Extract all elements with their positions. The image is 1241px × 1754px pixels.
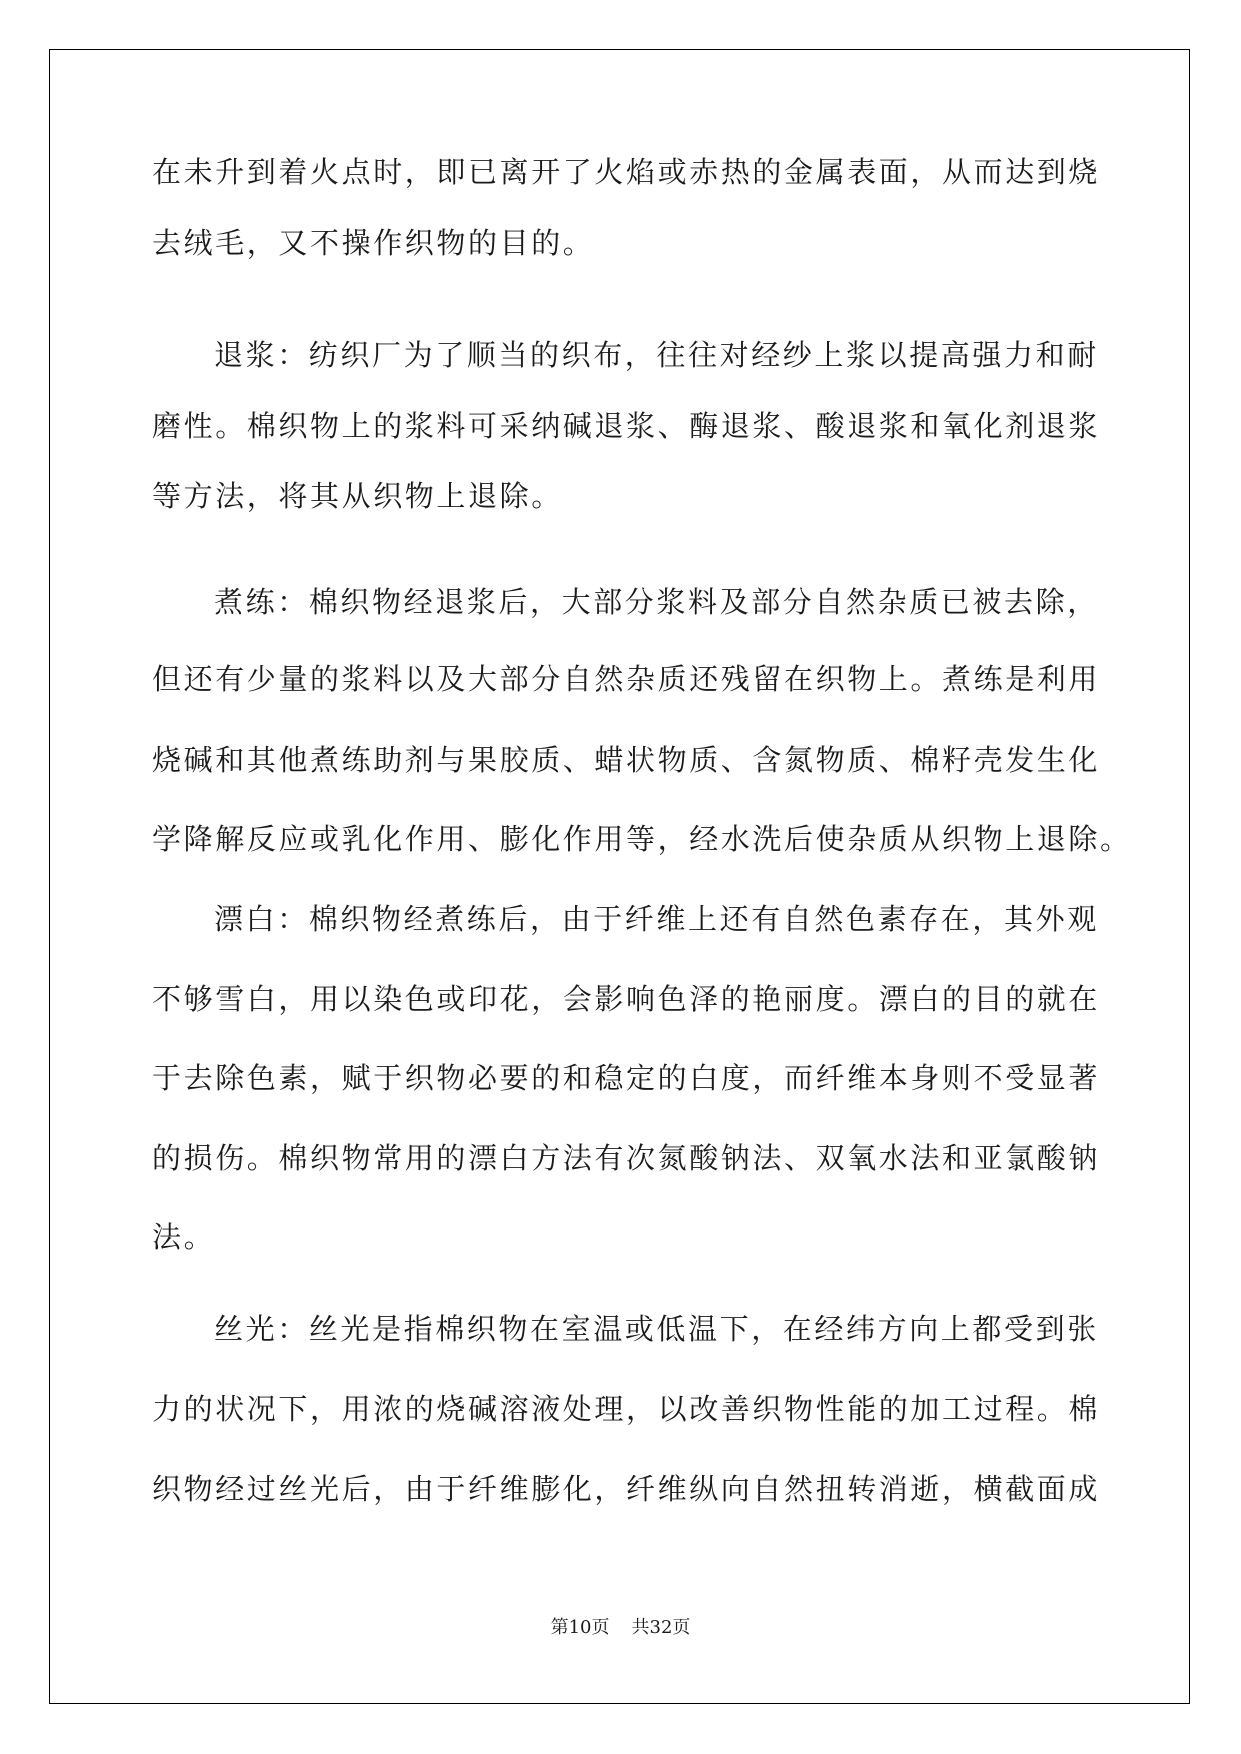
page-total: 共32页: [631, 1617, 691, 1638]
page-number-footer: [0, 1613, 1241, 1639]
body-text-line: 磨性。棉织物上的浆料可采纳碱退浆、酶退浆、酸退浆和氧化剂退浆: [152, 409, 1101, 443]
body-text-line: 退浆：纺织厂为了顺当的织布，往往对经纱上浆以提高强力和耐: [214, 338, 1099, 372]
body-text-line: 丝光：丝光是指棉织物在室温或低温下，在经纬方向上都受到张: [214, 1312, 1099, 1346]
page-number: 第10页: [550, 1617, 610, 1638]
body-text-line: 不够雪白，用以染色或印花，会影响色泽的艳丽度。漂白的目的就在: [152, 982, 1101, 1016]
body-text-line: 法。: [152, 1220, 216, 1254]
body-text-line: 等方法，将其从织物上退除。: [152, 479, 563, 513]
body-text-line: 力的状况下，用浓的烧碱溶液处理，以改善织物性能的加工过程。棉: [152, 1392, 1101, 1426]
body-text-line: 的损伤。棉织物常用的漂白方法有次氮酸钠法、双氧水法和亚氯酸钠: [152, 1141, 1101, 1175]
body-text-line: 但还有少量的浆料以及大部分自然杂质还残留在织物上。煮练是利用: [152, 662, 1101, 696]
page-border: [49, 49, 1190, 1704]
body-text-line: 煮练：棉织物经退浆后，大部分浆料及部分自然杂质已被去除，: [214, 585, 1099, 619]
body-text-line: 去绒毛，又不操作织物的目的。: [152, 226, 595, 260]
body-text-line: 织物经过丝光后，由于纤维膨化，纤维纵向自然扭转消逝，横截面成: [152, 1472, 1101, 1506]
body-text-line: 学降解反应或乳化作用、膨化作用等，经水洗后使杂质从织物上退除。: [152, 822, 1132, 856]
body-text-line: 于去除色素，赋于织物必要的和稳定的白度，而纤维本身则不受显著: [152, 1061, 1101, 1095]
body-text-line: 在未升到着火点时，即已离开了火焰或赤热的金属表面，从而达到烧: [152, 155, 1101, 189]
body-text-line: 漂白：棉织物经煮练后，由于纤维上还有自然色素存在，其外观: [214, 902, 1099, 936]
body-text-line: 烧碱和其他煮练助剂与果胶质、蜡状物质、含氮物质、棉籽壳发生化: [152, 743, 1101, 777]
